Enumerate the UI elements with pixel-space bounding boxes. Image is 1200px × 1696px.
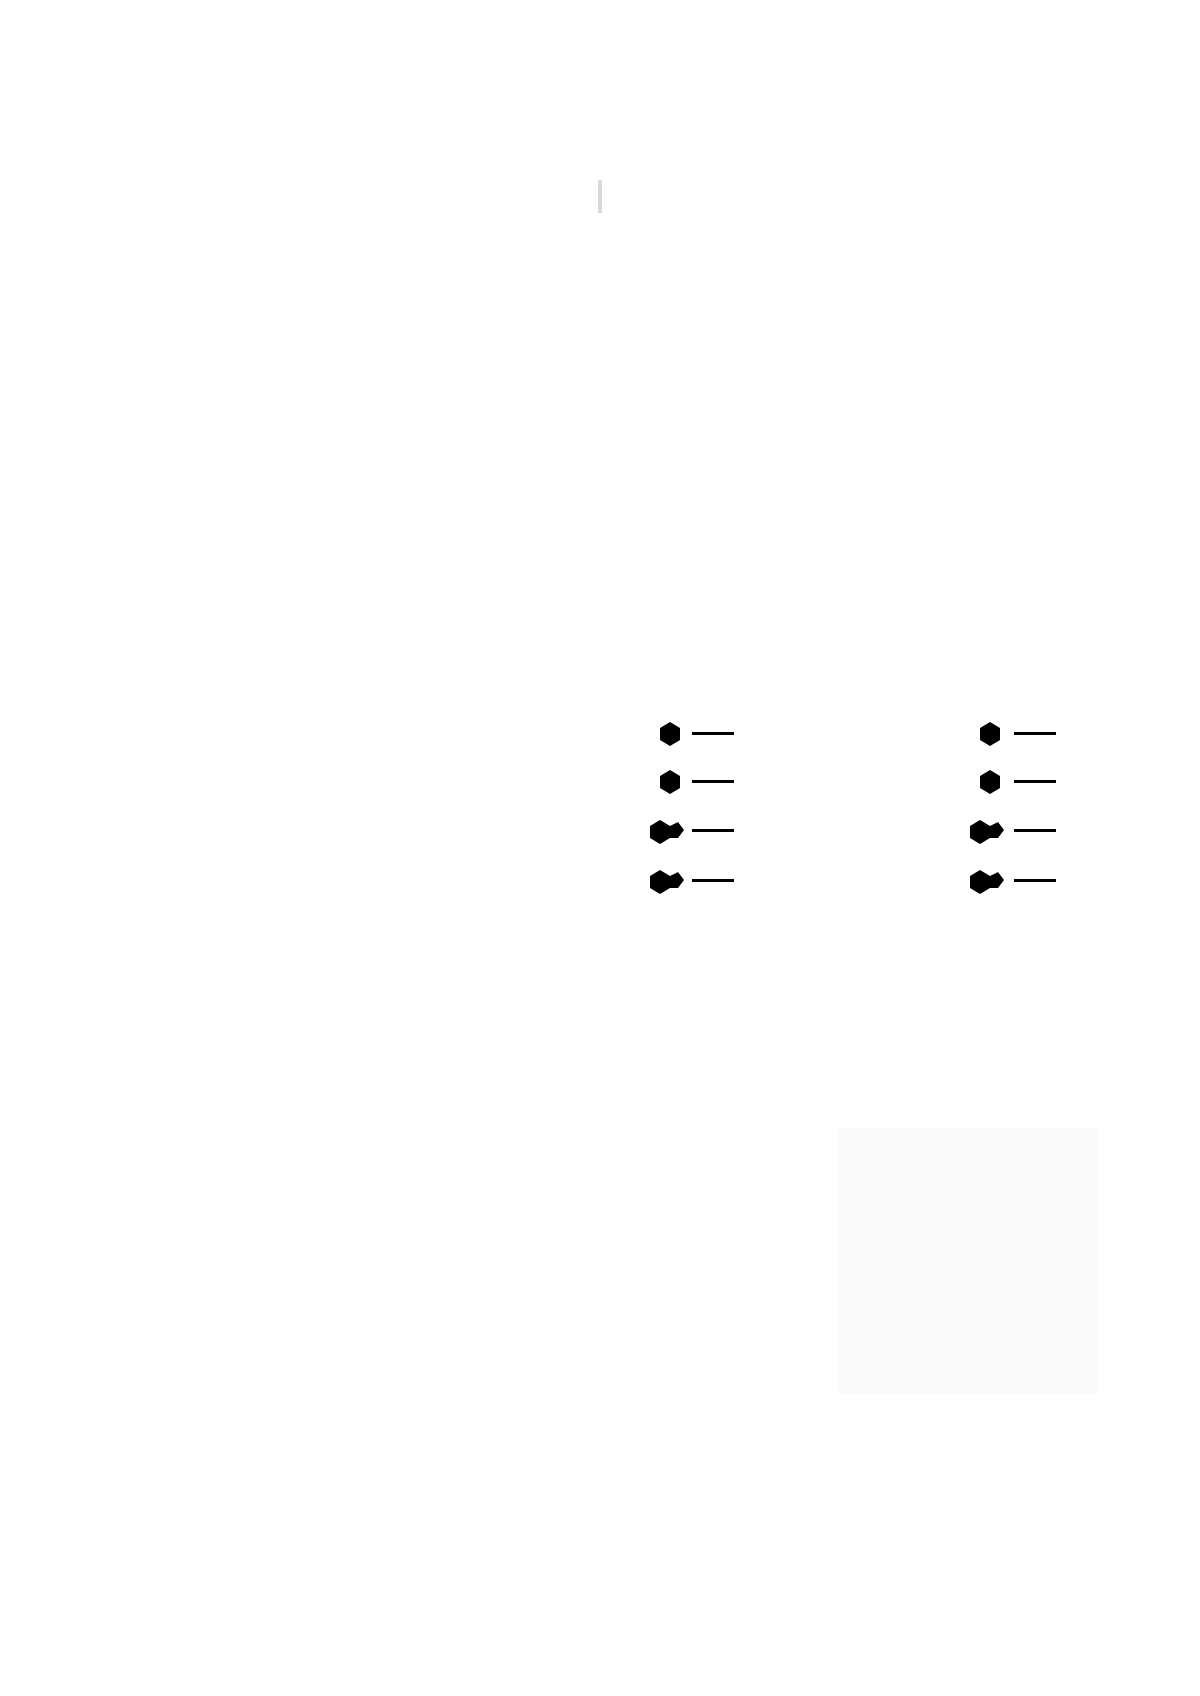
week-label: [0, 180, 1200, 214]
objective-item: [0, 316, 1200, 344]
adenine-icon: [970, 820, 1004, 844]
cytosine-icon: [980, 770, 1000, 794]
thymine-icon: [660, 722, 680, 746]
objective-item: [0, 400, 1200, 428]
cytosine-icon: [660, 770, 680, 794]
objective-item: [0, 288, 1200, 316]
dna-rna-figure: [630, 688, 1090, 938]
karyotype-figure: [838, 1128, 1098, 1394]
adenine-icon: [650, 820, 684, 844]
objective-item: [0, 428, 1200, 456]
guanine-icon: [650, 870, 684, 894]
objective-item: [0, 372, 1200, 400]
objective-item: [0, 344, 1200, 372]
learning-objectives-list: [0, 288, 1200, 456]
uracil-icon: [980, 722, 1000, 746]
guanine-icon: [970, 870, 1004, 894]
